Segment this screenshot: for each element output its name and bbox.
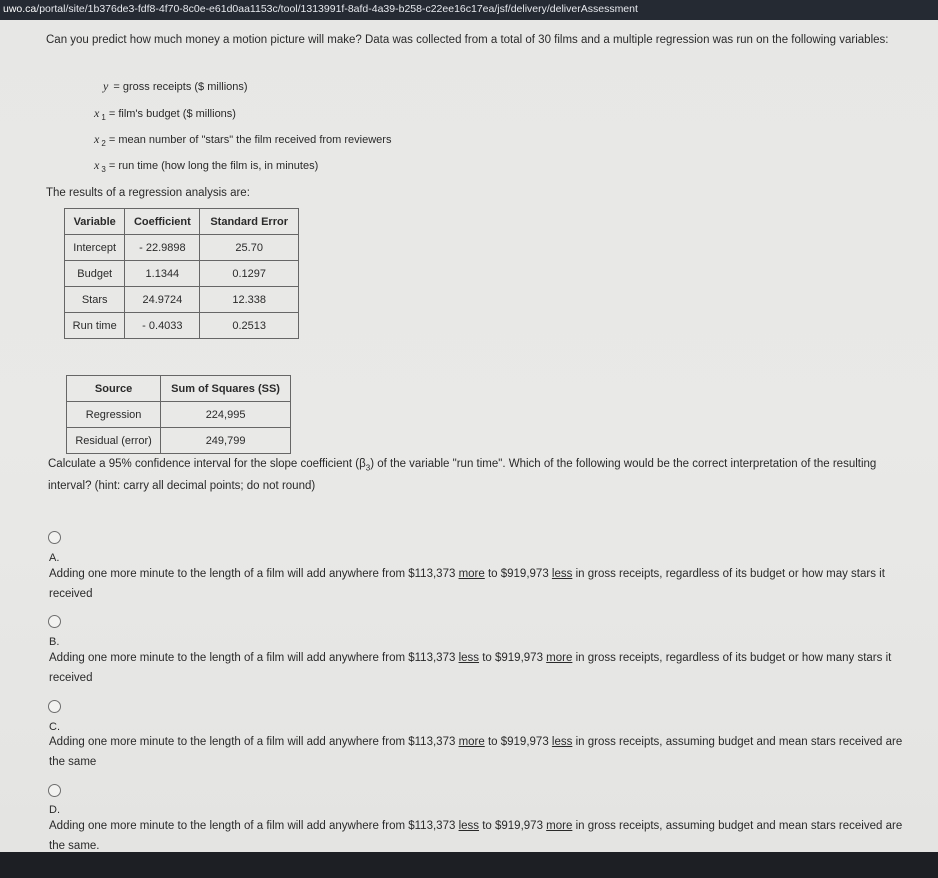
option-c-radio[interactable] <box>48 700 61 713</box>
option-a-radio[interactable] <box>48 531 61 544</box>
table-header-row <box>65 209 299 235</box>
variable-x2: x $_2$ = mean number of "stars" the film received from reviewers <box>94 132 392 149</box>
table-row <box>65 287 299 313</box>
assessment-content <box>0 20 938 852</box>
option-b-radio[interactable] <box>48 615 61 628</box>
option-d-radio[interactable] <box>48 784 61 797</box>
sum-of-squares-table <box>66 375 291 454</box>
url-host: uwo.ca <box>3 3 37 15</box>
table-cell: 224,995 <box>161 402 291 428</box>
table-cell: - 22.9898 <box>125 235 200 261</box>
table-cell: - 0.4033 <box>125 313 200 339</box>
option-b-letter: B. <box>49 636 60 648</box>
option-b-text[interactable]: Adding one more minute to the length of a film will add anywhere from $113,373 less to $919,973 more in gross receipts, regardless of its budget or how many stars it received <box>49 652 892 684</box>
table-row <box>67 402 291 428</box>
table-cell: 24.9724 <box>125 287 200 313</box>
question-prompt: Calculate a 95% confidence interval for the slope coefficient $(\beta_3)$ of the variable "run time". Which of the following would be the correct interpretation of the resulting interval? (hint: carry all decimal points; do not round) <box>48 458 877 493</box>
table-row <box>67 428 291 454</box>
table-row <box>65 313 299 339</box>
table-cell: Residual (error) <box>67 428 161 454</box>
option-a-text[interactable]: Adding one more minute to the length of a film will add anywhere from $113,373 more to $919,973 less in gross receipts, regardless of its budget or how may stars it received <box>49 568 885 600</box>
option-c-letter: C. <box>49 721 60 733</box>
table-cell: Intercept <box>65 235 125 261</box>
table-cell: 25.70 <box>200 235 299 261</box>
header-source: Source <box>67 376 161 402</box>
table-cell: Run time <box>65 313 125 339</box>
option-d-text[interactable]: Adding one more minute to the length of a film will add anywhere from $113,373 less to $919,973 more in gross receipts, assuming budget and mean stars received are the same. <box>49 820 903 852</box>
option-d-letter: D. <box>49 804 60 816</box>
question-intro: Can you predict how much money a motion picture will make? Data was collected from a total of 30 films and a multiple regression was run on the following variables: <box>46 34 889 46</box>
coefficient-table <box>64 208 299 339</box>
table-cell: 1.1344 <box>125 261 200 287</box>
table-cell: 12.338 <box>200 287 299 313</box>
header-standard-error: Standard Error <box>200 209 299 235</box>
table-cell: Stars <box>65 287 125 313</box>
header-coefficient: Coefficient <box>125 209 200 235</box>
option-c-text[interactable]: Adding one more minute to the length of a film will add anywhere from $113,373 more to $919,973 less in gross receipts, assuming budget and mean stars received are the same <box>49 736 903 768</box>
variable-y: y = gross receipts ($ millions) <box>103 79 248 93</box>
table-row <box>65 235 299 261</box>
table-row <box>65 261 299 287</box>
bottom-bar <box>0 852 938 878</box>
variable-x1: x $_1$ = film's budget ($ millions) <box>94 106 236 123</box>
results-label: The results of a regression analysis are: <box>46 187 250 199</box>
variable-x3: x $_3$ = run time (how long the film is, in minutes) <box>94 158 319 175</box>
table-cell: 249,799 <box>161 428 291 454</box>
table-header-row <box>67 376 291 402</box>
table-cell: 0.2513 <box>200 313 299 339</box>
header-sum-of-squares: Sum of Squares (SS) <box>161 376 291 402</box>
table-cell: Regression <box>67 402 161 428</box>
table-cell: Budget <box>65 261 125 287</box>
address-bar[interactable] <box>0 0 938 20</box>
url-path: /portal/site/1b376de3-fdf8-4f70-8c0e-e61d0aa1153c/tool/1313991f-8afd-4a39-b258-c22ee16c17ea/jsf/delivery/deliverAssessment <box>36 3 638 15</box>
table-cell: 0.1297 <box>200 261 299 287</box>
header-variable: Variable <box>65 209 125 235</box>
option-a-letter: A. <box>49 552 60 564</box>
